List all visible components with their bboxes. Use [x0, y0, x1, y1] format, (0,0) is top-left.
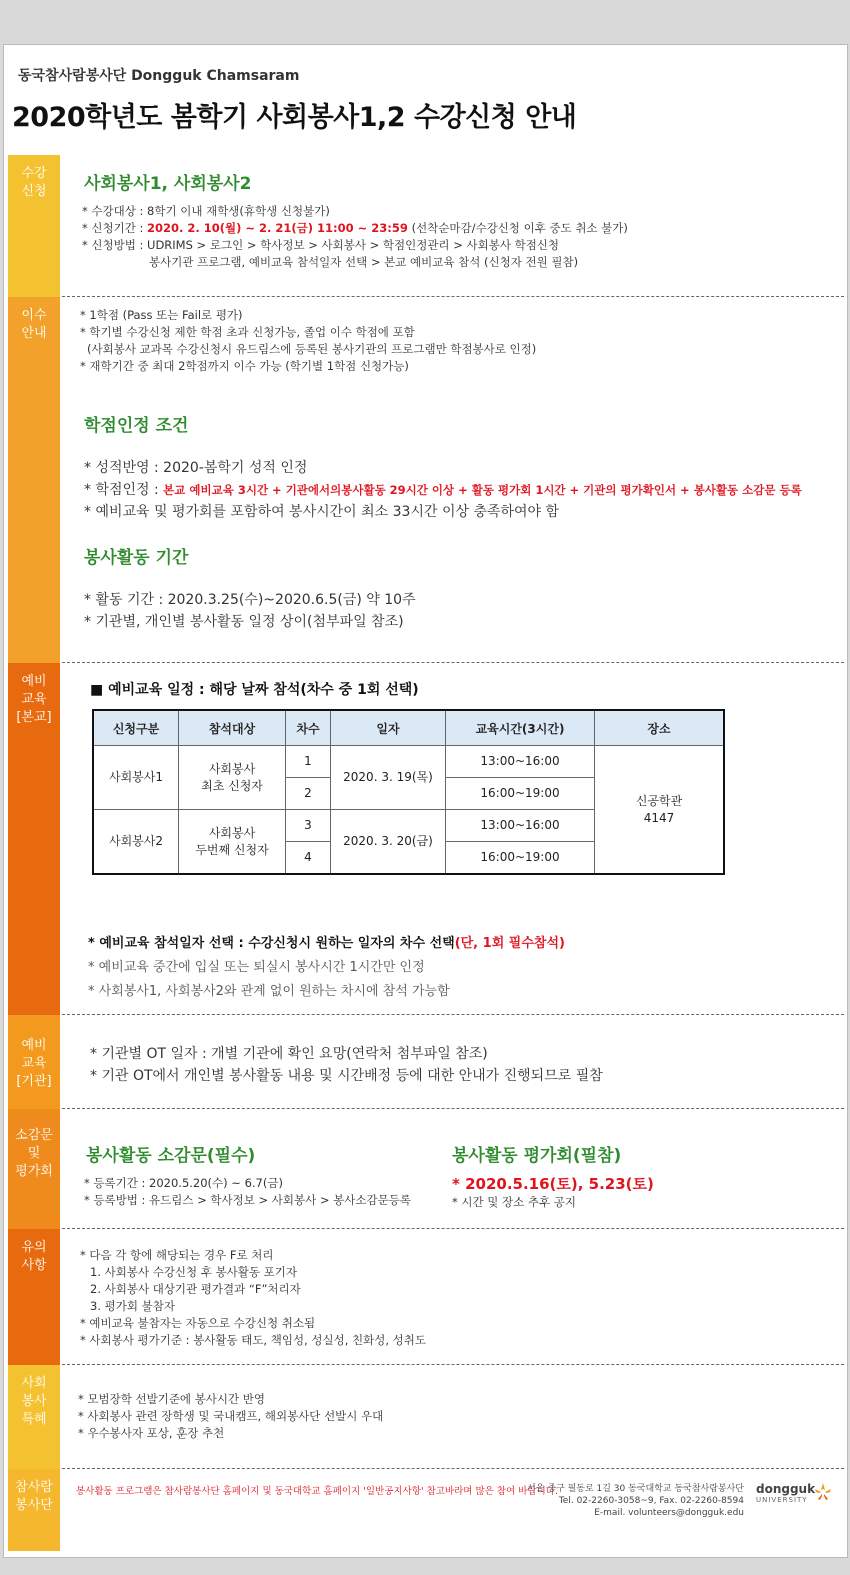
side-label-benefit	[8, 1365, 60, 1469]
table-header: 장소	[595, 710, 725, 746]
credit-line-1: * 성적반영 : 2020-봄학기 성적 인정	[84, 460, 308, 476]
group-target	[179, 746, 286, 810]
side-label-text: 소감문	[15, 1128, 53, 1143]
lotus-logo-icon	[812, 1481, 834, 1503]
round: 1	[286, 746, 331, 778]
footer-email: E-mail. volunteers@dongguk.edu	[594, 1508, 744, 1518]
section-report	[4, 1109, 840, 1229]
side-label-text: 사회	[21, 1376, 47, 1391]
credit-line-2-prefix: * 학점인정 :	[84, 482, 164, 498]
completion-line-2: * 학기별 수강신청 제한 학점 초과 신청가능, 졸업 이수 학점에 포함	[80, 325, 415, 339]
side-label-text: 교육	[21, 1056, 47, 1071]
pre-note-3: * 사회봉사1, 사회봉사2와 관계 없이 원하는 차시에 참석 가능함	[88, 984, 450, 999]
section-pre-agency	[4, 1015, 840, 1109]
footer-notice: 봉사활동 프로그램은 참사람봉사단 홈페이지 및 동국대학교 홈페이지 '일반공지사항' 참고바라며 많은 참여 바랍니다.	[76, 1486, 558, 1497]
group-name: 사회봉사2	[93, 810, 179, 875]
page-title: 2020학년도 봄학기 사회봉사1,2 수강신청 안내	[12, 102, 577, 133]
notice-sheet	[3, 44, 848, 1558]
table-header: 차수	[286, 710, 331, 746]
benefit-line-2: * 사회봉사 관련 장학생 및 국내캠프, 해외봉사단 선발시 우대	[78, 1409, 384, 1423]
date: 2020. 3. 20(금)	[331, 810, 446, 875]
caution-line-4: 3. 평가회 불참자	[90, 1299, 175, 1313]
apply-period: 2020. 2. 10(월) ~ 2. 21(금) 11:00 ~ 23:59	[147, 221, 408, 235]
pre-note-2: * 예비교육 중간에 입실 또는 퇴실시 봉사시간 1시간만 인정	[88, 960, 425, 975]
caution-line-3: 2. 사회봉사 대상기관 평가결과 “F”처리자	[90, 1282, 301, 1296]
group-name: 사회봉사1	[93, 746, 179, 810]
side-label-text: [본교]	[16, 710, 52, 725]
table-header: 참석대상	[179, 710, 286, 746]
side-label-text: 유의	[21, 1240, 47, 1255]
completion-line-3: (사회봉사 교과목 수강신청시 유드림스에 등록된 봉사기관의 프로그램만 학점봉사로 인정)	[87, 342, 537, 356]
side-label-footer	[8, 1469, 60, 1551]
group-target-line: 사회봉사	[208, 825, 256, 840]
footer-address: 서울 중구 필동로 1길 30 동국대학교 동국참사람봉사단	[527, 1484, 744, 1494]
completion-line-4: * 재학기간 중 최대 2학점까지 이수 가능 (학기별 1학점 신청가능)	[80, 359, 409, 373]
apply-line-2	[82, 220, 628, 237]
evaluation-note: * 시간 및 장소 추후 공지	[452, 1195, 577, 1209]
time: 16:00~19:00	[446, 778, 595, 810]
section-benefit	[4, 1365, 840, 1469]
side-label-pre-agency	[8, 1015, 60, 1109]
credit-line-3: * 예비교육 및 평가회를 포함하여 봉사시간이 최소 33시간 이상 충족하여야 함	[84, 504, 560, 520]
period-line-2: * 기관별, 개인별 봉사활동 일정 상이(첨부파일 참조)	[84, 614, 404, 630]
round: 2	[286, 778, 331, 810]
pre-note-1-text: * 예비교육 참석일자 선택 : 수강신청시 원하는 일자의 차수 선택	[88, 936, 455, 951]
schedule-title: ■ 예비교육 일정 : 해당 날짜 참석(차수 중 1회 선택)	[90, 682, 419, 698]
side-label-text: 신청	[21, 184, 47, 199]
agency-line-2: * 기관 OT에서 개인별 봉사활동 내용 및 시간배정 등에 대한 안내가 진행되므로 필참	[90, 1068, 603, 1084]
section-caution	[4, 1229, 840, 1365]
side-label-text: 안내	[21, 326, 47, 341]
credit-heading: 학점인정 조건	[84, 416, 189, 436]
completion-line-1: * 1학점 (Pass 또는 Fail로 평가)	[80, 308, 243, 322]
side-label-text: 평가회	[15, 1164, 53, 1179]
side-label-text: 봉사단	[15, 1498, 53, 1513]
date: 2020. 3. 19(목)	[331, 746, 446, 810]
time: 13:00~16:00	[446, 746, 595, 778]
caution-line-6: * 사회봉사 평가기준 : 봉사활동 태도, 책임성, 성실성, 친화성, 성취도	[80, 1333, 426, 1347]
credit-requirement: 본교 예비교육 3시간 + 기관에서의봉사활동 29시간 이상 + 활동 평가회 1시간 + 기관의 평가확인서 + 봉사활동 소감문 등록	[163, 483, 802, 497]
pre-note-1	[88, 933, 565, 955]
agency-line-1: * 기관별 OT 일자 : 개별 기관에 확인 요망(연락처 첨부파일 참조)	[90, 1046, 488, 1062]
logo-sub: UNIVERSITY	[756, 1496, 808, 1504]
side-label-text: [기관]	[16, 1074, 52, 1089]
apply-line-1: * 수강대상 : 8학기 이내 재학생(휴학생 신청불가)	[82, 204, 330, 218]
evaluation-date: * 2020.5.16(토), 5.23(토)	[452, 1175, 654, 1193]
section-completion	[4, 297, 840, 663]
caution-line-1: * 다음 각 항에 해당되는 경우 F로 처리	[80, 1248, 274, 1262]
section-apply	[4, 155, 840, 297]
schedule-table	[92, 709, 725, 875]
report-heading: 봉사활동 소감문(필수)	[86, 1146, 256, 1166]
side-label-caution	[8, 1229, 60, 1365]
group-target	[179, 810, 286, 875]
pre-note-1-required: (단, 1회 필수참석)	[454, 936, 565, 951]
side-label-text: 예비	[21, 1038, 47, 1053]
period-line-1: * 활동 기간 : 2020.3.25(수)~2020.6.5(금) 약 10주	[84, 592, 416, 608]
apply-line-3: * 신청방법 : UDRIMS > 로그인 > 학사정보 > 사회봉사 > 학점인정관리 > 사회봉사 학점신청	[82, 238, 560, 252]
table-header: 교육시간(3시간)	[446, 710, 595, 746]
footer-tel: Tel. 02-2260-3058~9, Fax. 02-2260-8594	[558, 1496, 744, 1506]
benefit-line-1: * 모범장학 선발기준에 봉사시간 반영	[78, 1392, 266, 1406]
apply-heading: 사회봉사1, 사회봉사2	[84, 174, 252, 194]
side-label-text: 사항	[21, 1258, 47, 1273]
table-row	[93, 746, 724, 778]
report-line-2: * 등록방법 : 유드림스 > 학사정보 > 사회봉사 > 봉사소감문등록	[84, 1193, 411, 1207]
table-header: 신청구분	[93, 710, 179, 746]
side-label-text: 참사람	[15, 1480, 53, 1495]
apply-line-2-prefix: * 신청기간 :	[82, 221, 148, 235]
section-footer	[4, 1469, 840, 1551]
place-line: 신공학관	[635, 793, 683, 808]
time: 13:00~16:00	[446, 810, 595, 842]
caution-line-2: 1. 사회봉사 수강신청 후 봉사활동 포기자	[90, 1265, 297, 1279]
side-label-text: 교육	[21, 692, 47, 707]
table-header-row	[93, 710, 724, 746]
round: 3	[286, 810, 331, 842]
side-label-text: 이수	[21, 308, 47, 323]
side-label-apply	[8, 155, 60, 297]
period-heading: 봉사활동 기간	[84, 548, 189, 568]
side-label-text: 봉사	[21, 1394, 47, 1409]
side-label-completion	[8, 297, 60, 663]
side-label-text: 및	[27, 1146, 41, 1161]
group-target-line: 사회봉사	[208, 761, 256, 776]
round: 4	[286, 842, 331, 875]
side-label-text: 수강	[21, 166, 47, 181]
side-label-report	[8, 1109, 60, 1229]
benefit-line-3: * 우수봉사자 포상, 훈장 추천	[78, 1426, 225, 1440]
org-name: 동국참사람봉사단 Dongguk Chamsaram	[18, 68, 300, 84]
group-target-line: 최초 신청자	[201, 778, 263, 793]
logo-text: dongguk	[756, 1482, 816, 1496]
apply-line-2-suffix: (선착순마감/수강신청 이후 중도 취소 불가)	[407, 221, 628, 235]
side-label-text: 예비	[21, 674, 47, 689]
side-label-text: 특혜	[21, 1412, 47, 1427]
group-target-line: 두번째 신청자	[195, 842, 269, 857]
apply-line-4: 봉사기관 프로그램, 예비교육 참석일자 선택 > 본교 예비교육 참석 (신청자 전원 필참)	[149, 255, 579, 269]
side-label-pre-school	[8, 663, 60, 1015]
footer-contact	[527, 1483, 744, 1519]
place-line: 4147	[643, 810, 675, 825]
credit-line-2	[84, 479, 802, 501]
time: 16:00~19:00	[446, 842, 595, 875]
report-line-1: * 등록기간 : 2020.5.20(수) ~ 6.7(금)	[84, 1176, 283, 1190]
evaluation-heading: 봉사활동 평가회(필참)	[452, 1146, 622, 1166]
dongguk-logo	[756, 1483, 815, 1504]
place	[595, 746, 725, 875]
caution-line-5: * 예비교육 불참자는 자동으로 수강신청 취소됨	[80, 1316, 316, 1330]
table-header: 일자	[331, 710, 446, 746]
